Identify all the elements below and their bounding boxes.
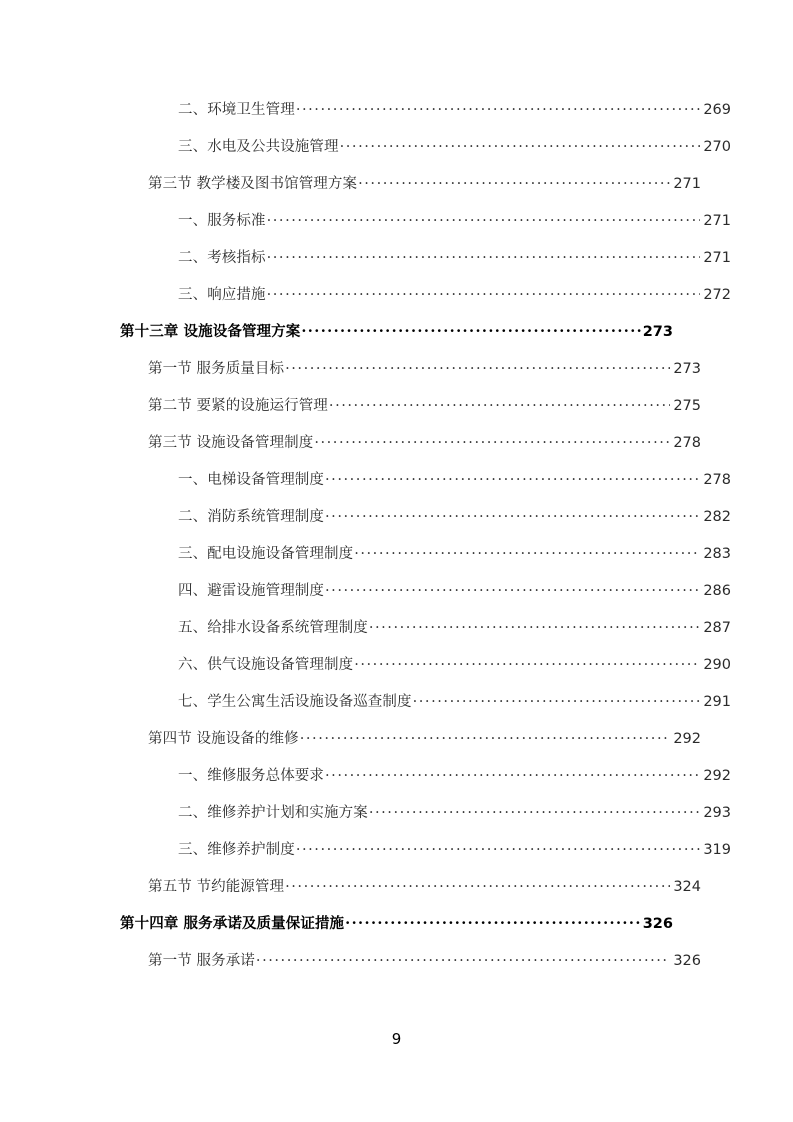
toc-entry-page-number: 326 (642, 916, 673, 932)
toc-entry[interactable] (120, 579, 731, 616)
toc-dot-leader (301, 320, 641, 336)
toc-entry-page-number: 270 (703, 139, 731, 155)
toc-entry[interactable] (120, 764, 731, 801)
toc-entry-page-number: 271 (703, 213, 731, 229)
toc-entry-label: 第二节 要紧的设施运行管理 (148, 398, 328, 414)
toc-dot-leader (354, 653, 700, 669)
toc-entry-page-number: 324 (673, 879, 701, 895)
toc-entry[interactable] (120, 505, 731, 542)
toc-entry[interactable] (120, 653, 731, 690)
toc-entry-label: 三、配电设施设备管理制度 (178, 546, 354, 562)
toc-entry-page-number: 292 (703, 768, 731, 784)
toc-dot-leader (358, 172, 670, 188)
toc-entry[interactable] (120, 246, 731, 283)
toc-dot-leader (354, 542, 700, 558)
toc-dot-leader (325, 468, 700, 484)
toc-dot-leader (267, 246, 700, 262)
toc-entry-label: 三、维修养护制度 (178, 842, 295, 858)
toc-entry-page-number: 287 (703, 620, 731, 636)
toc-entry-page-number: 283 (703, 546, 731, 562)
toc-entry-label: 第十四章 服务承诺及质量保证措施 (120, 916, 345, 932)
toc-entry-label: 二、消防系统管理制度 (178, 509, 324, 525)
toc-dot-leader (369, 801, 700, 817)
toc-entry[interactable] (120, 209, 731, 246)
toc-entry-page-number: 278 (703, 472, 731, 488)
toc-entry[interactable] (120, 320, 673, 357)
toc-dot-leader (345, 912, 642, 928)
toc-entry[interactable] (120, 912, 673, 949)
toc-entry-label: 四、避雷设施管理制度 (178, 583, 324, 599)
table-of-contents (120, 98, 731, 986)
toc-entry-page-number: 278 (673, 435, 701, 451)
toc-dot-leader (267, 283, 700, 299)
toc-entry-label: 五、给排水设备系统管理制度 (178, 620, 368, 636)
toc-dot-leader (285, 357, 670, 373)
toc-entry-page-number: 282 (703, 509, 731, 525)
toc-entry-label: 二、考核指标 (178, 250, 266, 266)
toc-entry-label: 第四节 设施设备的维修 (148, 731, 299, 747)
toc-entry-page-number: 273 (673, 361, 701, 377)
toc-entry[interactable] (120, 690, 731, 727)
toc-entry[interactable] (120, 727, 701, 764)
toc-entry-label: 一、服务标准 (178, 213, 266, 229)
toc-dot-leader (314, 431, 670, 447)
toc-entry-label: 第一节 服务质量目标 (148, 361, 285, 377)
toc-dot-leader (325, 764, 700, 780)
toc-dot-leader (325, 505, 700, 521)
toc-entry[interactable] (120, 394, 701, 431)
toc-entry[interactable] (120, 283, 731, 320)
toc-entry-page-number: 269 (703, 102, 731, 118)
toc-entry[interactable] (120, 357, 701, 394)
toc-entry-label: 第三节 设施设备管理制度 (148, 435, 314, 451)
toc-dot-leader (267, 209, 700, 225)
toc-entry-label: 二、维修养护计划和实施方案 (178, 805, 368, 821)
toc-entry-page-number: 292 (673, 731, 701, 747)
toc-entry-page-number: 293 (703, 805, 731, 821)
toc-dot-leader (285, 875, 670, 891)
toc-entry-label: 六、供气设施设备管理制度 (178, 657, 354, 673)
toc-entry-label: 第一节 服务承诺 (148, 953, 255, 969)
toc-dot-leader (300, 727, 670, 743)
toc-entry-page-number: 272 (703, 287, 731, 303)
toc-dot-leader (340, 135, 700, 151)
toc-dot-leader (256, 949, 670, 965)
toc-entry-page-number: 290 (703, 657, 731, 673)
page-footer-number: 9 (391, 1030, 402, 1048)
toc-entry-label: 二、环境卫生管理 (178, 102, 295, 118)
toc-dot-leader (329, 394, 670, 410)
toc-dot-leader (296, 838, 700, 854)
toc-entry[interactable] (120, 949, 701, 986)
toc-entry[interactable] (120, 135, 731, 172)
toc-entry[interactable] (120, 542, 731, 579)
toc-dot-leader (369, 616, 700, 632)
toc-entry[interactable] (120, 801, 731, 838)
toc-entry-page-number: 271 (673, 176, 701, 192)
toc-entry[interactable] (120, 431, 701, 468)
toc-entry-page-number: 291 (703, 694, 731, 710)
toc-dot-leader (325, 579, 700, 595)
toc-entry-label: 三、水电及公共设施管理 (178, 139, 339, 155)
toc-entry-page-number: 326 (673, 953, 701, 969)
toc-entry-page-number: 275 (673, 398, 701, 414)
toc-entry-label: 第五节 节约能源管理 (148, 879, 285, 895)
toc-entry[interactable] (120, 838, 731, 875)
toc-entry-label: 第十三章 设施设备管理方案 (120, 324, 301, 340)
toc-entry[interactable] (120, 172, 701, 209)
toc-entry-label: 第三节 教学楼及图书馆管理方案 (148, 176, 358, 192)
toc-entry[interactable] (120, 875, 701, 912)
toc-entry[interactable] (120, 468, 731, 505)
toc-dot-leader (413, 690, 700, 706)
toc-entry-label: 一、维修服务总体要求 (178, 768, 324, 784)
toc-entry-label: 三、响应措施 (178, 287, 266, 303)
toc-entry-label: 七、学生公寓生活设施设备巡查制度 (178, 694, 412, 710)
toc-entry[interactable] (120, 616, 731, 653)
toc-entry-page-number: 286 (703, 583, 731, 599)
toc-entry[interactable] (120, 98, 731, 135)
toc-entry-page-number: 319 (703, 842, 731, 858)
toc-entry-page-number: 273 (642, 324, 673, 340)
toc-entry-page-number: 271 (703, 250, 731, 266)
toc-dot-leader (296, 98, 700, 114)
toc-entry-label: 一、电梯设备管理制度 (178, 472, 324, 488)
